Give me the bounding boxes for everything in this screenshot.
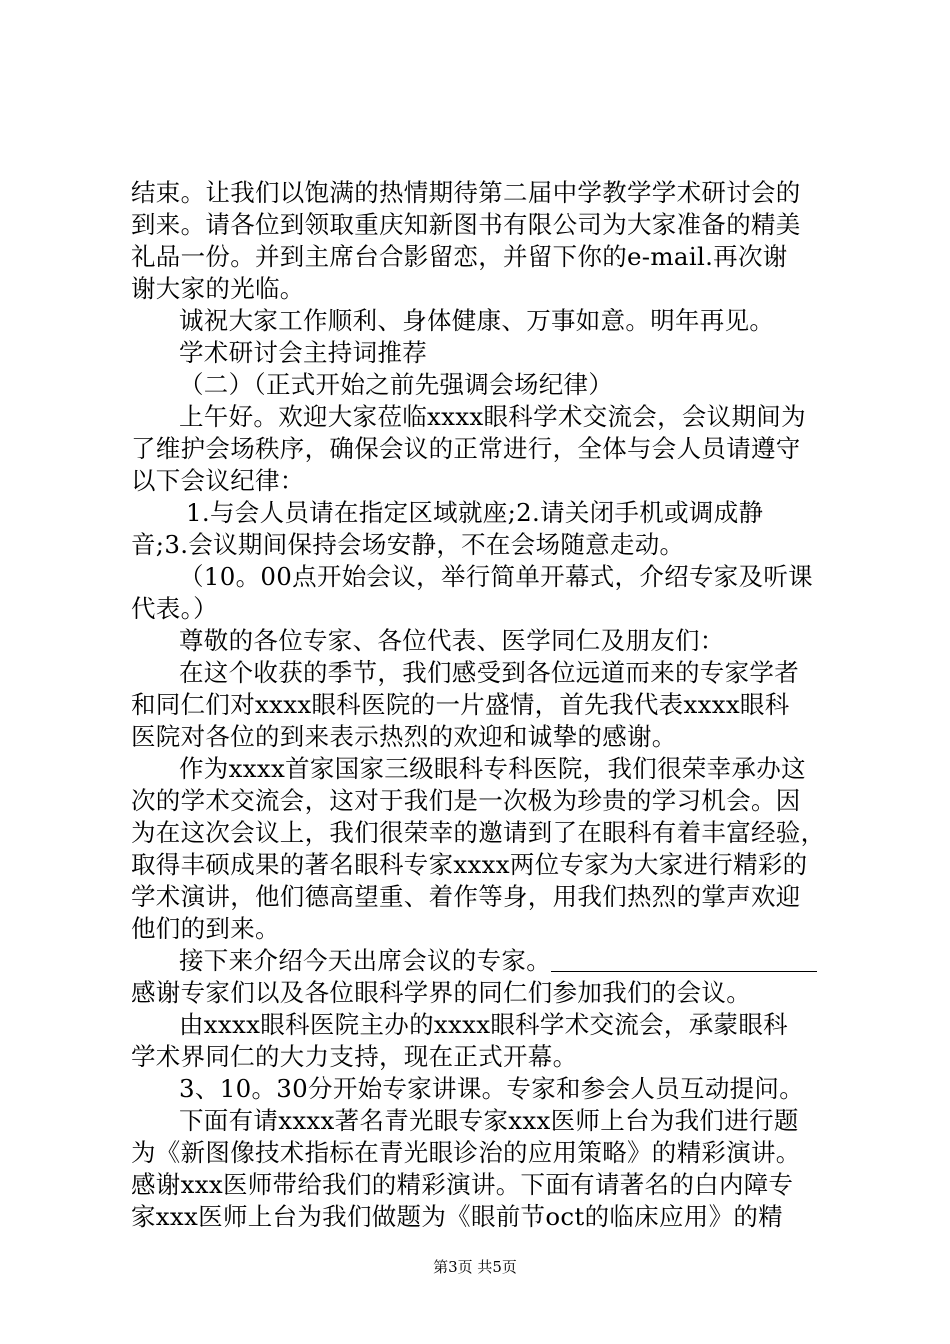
text-line: 感谢xxx医师带给我们的精彩演讲。下面有请著名的白内障专 — [131, 1170, 794, 1199]
section-heading: 学术研讨会主持词推荐 — [179, 338, 427, 367]
text-line: 诚祝大家工作顺利、身体健康、万事如意。明年再见。 — [179, 306, 775, 335]
text-line: 取得丰硕成果的著名眼科专家xxxx两位专家为大家进行精彩的 — [131, 850, 808, 879]
text-line: 下面有请xxxx著名青光眼专家xxx医师上台为我们进行题 — [179, 1106, 799, 1135]
text-line: 尊敬的各位专家、各位代表、医学同仁及朋友们： — [179, 626, 725, 655]
text-line: 为《新图像技术指标在青光眼诊治的应用策略》的精彩演讲。 — [131, 1138, 801, 1167]
text-line: （10。00点开始会议，举行简单开幕式，介绍专家及听课 — [179, 562, 813, 591]
fill-in-blank — [551, 945, 817, 972]
page-number-footer: 第3页 共5页 — [433, 1258, 517, 1276]
text-line: 代表。） — [131, 594, 218, 623]
text-line: 到来。请各位到领取重庆知新图书有限公司为大家准备的精美 — [131, 210, 801, 239]
document-body — [131, 177, 831, 1233]
section-subheading: （二）（正式开始之前先强调会场纪律） — [179, 370, 614, 399]
text-line-with-blank — [131, 945, 831, 977]
text-line: 他们的到来。 — [131, 914, 280, 943]
text-line: 学术界同仁的大力支持，现在正式开幕。 — [131, 1042, 578, 1071]
text-line: 和同仁们对xxxx眼科医院的一片盛情，首先我代表xxxx眼科 — [131, 690, 790, 719]
text-line: 医院对各位的到来表示热烈的欢迎和诚挚的感谢。 — [131, 722, 677, 751]
text-line: 家xxx医师上台为我们做题为《眼前节oct的临床应用》的精 — [131, 1202, 783, 1231]
text-line: 在这个收获的季节，我们感受到各位远道而来的专家学者 — [179, 658, 799, 687]
text-segment: 接下来介绍今天出席会议的专家。 — [179, 946, 551, 975]
text-line: 1.与会人员请在指定区域就座;2.请关闭手机或调成静 — [186, 498, 764, 527]
text-line: 由xxxx眼科医院主办的xxxx眼科学术交流会，承蒙眼科 — [179, 1010, 788, 1039]
text-line: 谢大家的光临。 — [131, 274, 305, 303]
text-line: 上午好。欢迎大家莅临xxxx眼科学术交流会，会议期间为 — [179, 402, 806, 431]
text-line: 感谢专家们以及各位眼科学界的同仁们参加我们的会议。 — [131, 978, 751, 1007]
text-line: 结束。让我们以饱满的热情期待第二届中学教学学术研讨会的 — [131, 178, 801, 207]
text-line: 为在这次会议上，我们很荣幸的邀请到了在眼科有着丰富经验， — [131, 818, 826, 847]
text-line: 音;3.会议期间保持会场安静，不在会场随意走动。 — [131, 530, 685, 559]
text-line: 作为xxxx首家国家三级眼科专科医院，我们很荣幸承办这 — [179, 754, 806, 783]
text-line: 次的学术交流会，这对于我们是一次极为珍贵的学习机会。因 — [131, 786, 801, 815]
text-line: 礼品一份。并到主席台合影留恋，并留下你的e-mail.再次谢 — [131, 242, 788, 271]
text-line: 3、10。30分开始专家讲课。专家和参会人员互动提问。 — [179, 1074, 805, 1103]
text-line: 了维护会场秩序，确保会议的正常进行，全体与会人员请遵守 — [131, 434, 801, 463]
text-line: 以下会议纪律： — [131, 466, 305, 495]
text-line: 学术演讲，他们德高望重、着作等身，用我们热烈的掌声欢迎 — [131, 882, 801, 911]
